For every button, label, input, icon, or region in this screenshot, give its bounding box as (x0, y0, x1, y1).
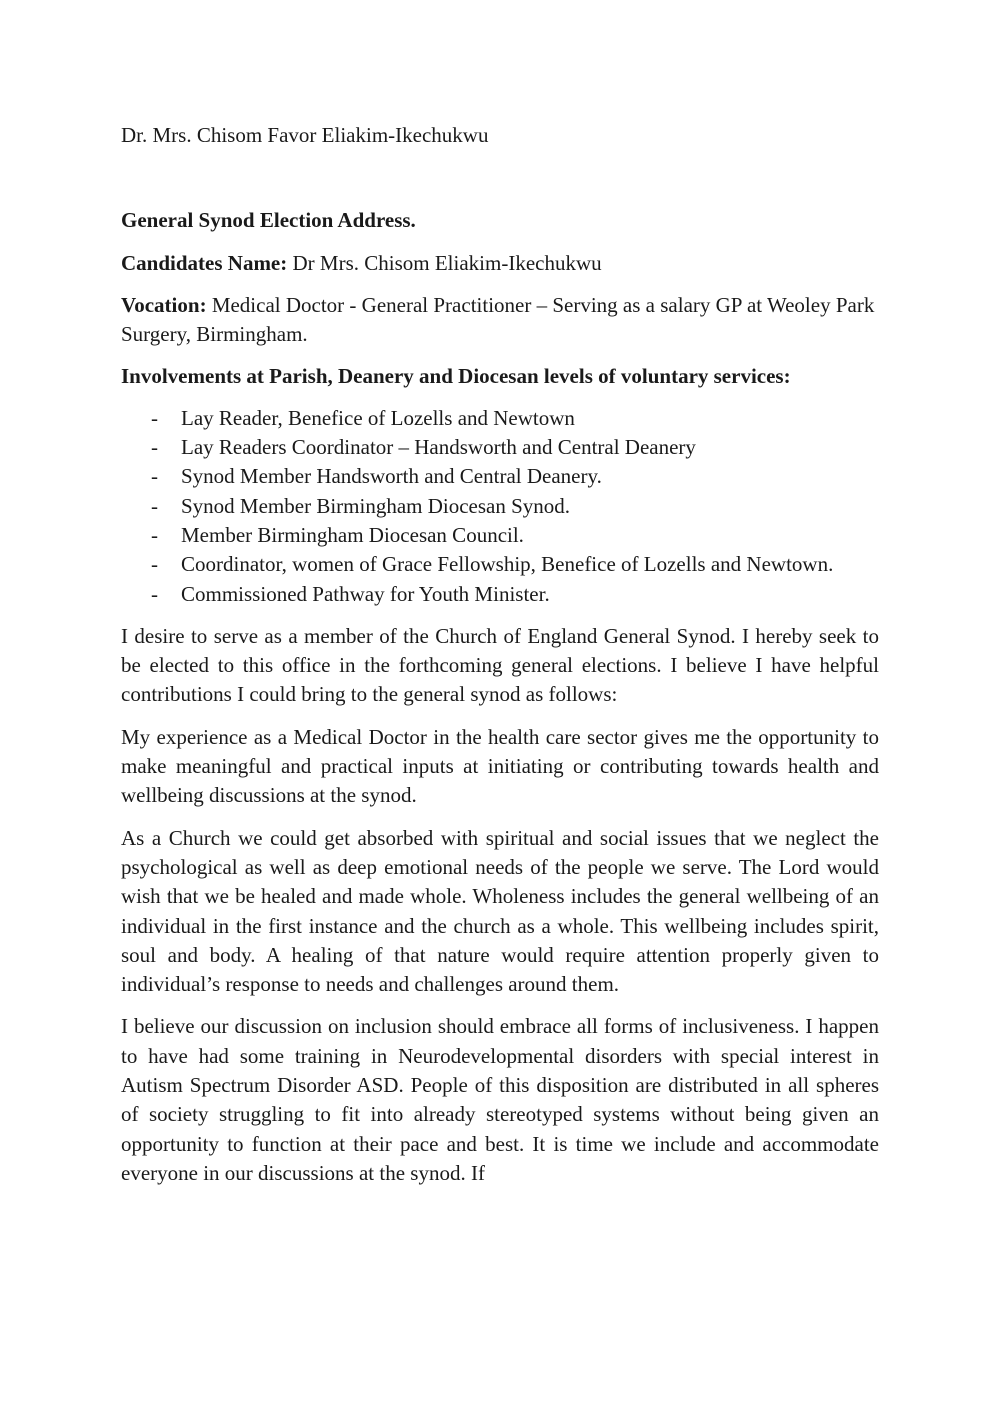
involvement-text: Coordinator, women of Grace Fellowship, Benefice of Lozells and Newtown. (181, 552, 834, 577)
vocation-field (121, 291, 879, 350)
list-dash: - (151, 581, 158, 606)
involvement-text: Lay Readers Coordinator – Handsworth and Central Deanery (181, 435, 696, 460)
involvements-list (121, 404, 879, 609)
candidate-name-label: Candidates Name: (121, 250, 288, 275)
list-dash: - (151, 405, 158, 430)
involvement-text: Member Birmingham Diocesan Council. (181, 522, 524, 547)
body-paragraph: As a Church we could get absorbed with spiritual and social issues that we neglect the psychological as well as deep emotional needs of the people we serve. The Lord would wish that we be healed and made whole. Wholeness includes the general wellbeing of an individual in the first instance and the church as a whole. This wellbeing includes spirit, soul and body. A healing of that nature would require attention properly given to individual’s response to needs and challenges around them. (121, 825, 879, 997)
involvement-item (121, 433, 879, 462)
involvement-text: Lay Reader, Benefice of Lozells and Newtown (181, 405, 575, 430)
involvement-item (121, 404, 879, 433)
involvement-text: Synod Member Handsworth and Central Deanery. (181, 464, 602, 489)
list-dash: - (151, 552, 158, 577)
involvement-text: Commissioned Pathway for Youth Minister. (181, 581, 550, 606)
involvement-text: Synod Member Birmingham Diocesan Synod. (181, 493, 571, 518)
involvement-item (121, 550, 879, 579)
list-dash: - (151, 522, 158, 547)
list-dash: - (151, 464, 158, 489)
candidate-name-value: Dr Mrs. Chisom Eliakim-Ikechukwu (287, 250, 602, 275)
author-line: Dr. Mrs. Chisom Favor Eliakim-Ikechukwu (121, 123, 489, 147)
involvement-item (121, 521, 879, 550)
body-paragraph: I believe our discussion on inclusion should embrace all forms of inclusiveness. I happen to have had some training in Neurodevelopmental disorders with special interest in Autism Spectrum Disorder ASD. People of this disposition are distributed in all spheres of society struggling to fit into already stereotyped systems without being given an opportunity to function at their pace and best. It is time we include and accommodate everyone in our discussions at the synod. If (121, 1014, 879, 1185)
candidate-name-field (121, 249, 879, 278)
document-page (121, 121, 879, 1188)
list-dash: - (151, 435, 158, 460)
body-paragraph: I desire to serve as a member of the Church of England General Synod. I hereby seek to be elected to this office in the forthcoming general elections. I believe I have helpful contributions I could bring to the general synod as follows: (121, 623, 879, 707)
document-heading: General Synod Election Address. (121, 208, 416, 233)
list-dash: - (151, 493, 158, 518)
involvements-heading: Involvements at Parish, Deanery and Diocesan levels of voluntary services: (121, 364, 791, 389)
involvement-item (121, 462, 879, 491)
involvement-item (121, 580, 879, 609)
involvement-item (121, 492, 879, 521)
vocation-label: Vocation: (121, 292, 207, 317)
body-paragraph: My experience as a Medical Doctor in the health care sector gives me the opportunity to make meaningful and practical inputs at initiating or contributing towards health and wellbeing discussions at the synod. (121, 724, 879, 808)
vocation-value: Medical Doctor - General Practitioner – Serving as a salary GP at Weoley Park Surgery, Birmingham. (121, 292, 875, 347)
